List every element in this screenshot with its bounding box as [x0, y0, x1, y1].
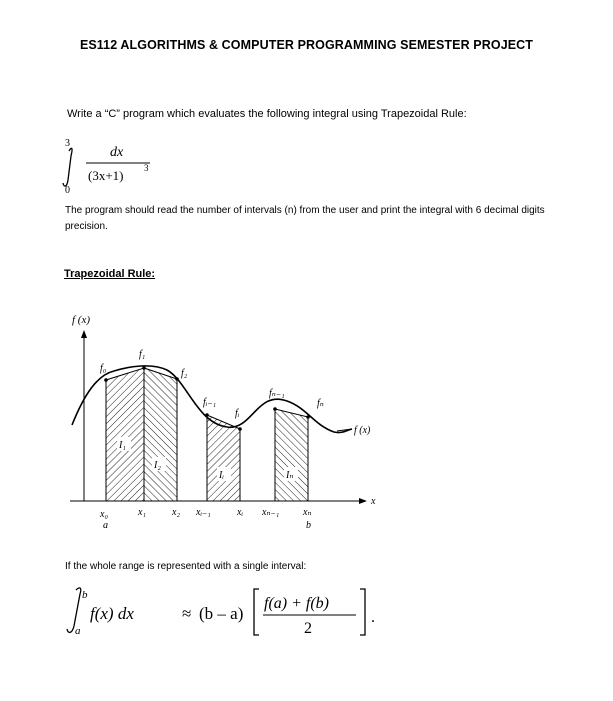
- tick-xi-1: xᵢ₋₁: [196, 507, 211, 518]
- area-label-1: I₁: [119, 440, 126, 451]
- tick-xn-1: xₙ₋₁: [262, 507, 280, 518]
- point-f0: [104, 378, 108, 382]
- formula-left-bracket: [254, 589, 259, 635]
- label-fn-1: fₙ₋₁: [269, 388, 285, 399]
- area-label-n: Iₙ: [286, 470, 294, 481]
- instructions-paragraph: The program should read the number of intervals (n) from the user and print the integral with 6 decimal digits precision.: [65, 205, 545, 232]
- area-strip-1: [106, 368, 144, 501]
- point-fi: [238, 427, 242, 431]
- y-axis-label: f (x): [72, 314, 91, 326]
- integrand-exponent: 3: [144, 163, 149, 173]
- trapezoidal-figure: [62, 305, 392, 533]
- x-axis-arrow-icon: [359, 498, 367, 504]
- integral-upper-limit: 3: [65, 138, 70, 149]
- endpoint-b: b: [306, 520, 311, 531]
- tick-x2: x₂: [172, 507, 180, 518]
- x-axis-label: x: [371, 496, 376, 507]
- tick-x1: x₁: [138, 507, 146, 518]
- point-f2: [175, 377, 179, 381]
- formula-upper: b: [82, 589, 88, 601]
- area-label-2: I₂: [154, 460, 161, 471]
- label-fi: fᵢ: [235, 408, 240, 419]
- area-strip-i: [207, 415, 240, 501]
- document-title: ES112 ALGORITHMS & COMPUTER PROGRAMMING SEMESTER PROJECT: [79, 38, 534, 52]
- y-axis-arrow-icon: [81, 330, 87, 338]
- label-fi-1: fᵢ₋₁: [203, 397, 217, 408]
- area-strip-2: [144, 368, 177, 501]
- formula-end: .: [371, 609, 375, 626]
- single-interval-text: If the whole range is represented with a single interval:: [65, 561, 307, 572]
- endpoint-a: a: [103, 520, 108, 531]
- curve-label: f (x): [354, 425, 371, 436]
- tick-x0: x₀: [100, 509, 108, 520]
- integral-lower-limit: 0: [65, 185, 70, 196]
- label-f0: f₀: [100, 363, 107, 374]
- formula-approx: ≈: [182, 604, 192, 623]
- formula-right-bracket: [360, 589, 365, 635]
- section-heading: Trapezoidal Rule:: [64, 268, 156, 280]
- formula-lower: a: [75, 625, 81, 637]
- integrand-numerator: dx: [110, 145, 124, 160]
- integral-expression: [60, 134, 170, 196]
- point-fn-1: [273, 407, 277, 411]
- area-strip-n: [275, 409, 308, 501]
- integral-sign: [63, 148, 72, 186]
- label-f1: f₁: [139, 349, 146, 360]
- trapezoid-formula: [60, 584, 390, 644]
- formula-numerator: f(a) + f(b): [264, 595, 329, 612]
- point-f1: [142, 366, 146, 370]
- problem-prompt: Write a “C” program which evaluates the following integral using Trapezoidal Rule:: [67, 108, 467, 120]
- tick-xi: xᵢ: [237, 507, 244, 518]
- tick-xn: xₙ: [303, 507, 312, 518]
- label-f2: f₂: [181, 368, 188, 379]
- integrand-denominator: (3x+1): [88, 168, 124, 183]
- point-fi-1: [205, 413, 209, 417]
- formula-denominator: 2: [304, 620, 312, 637]
- area-label-i: Iᵢ: [219, 470, 224, 481]
- point-fn: [306, 415, 310, 419]
- formula-factor: (b – a): [199, 604, 244, 623]
- formula-integrand: f(x) dx: [90, 604, 134, 623]
- label-fn: fₙ: [317, 398, 324, 409]
